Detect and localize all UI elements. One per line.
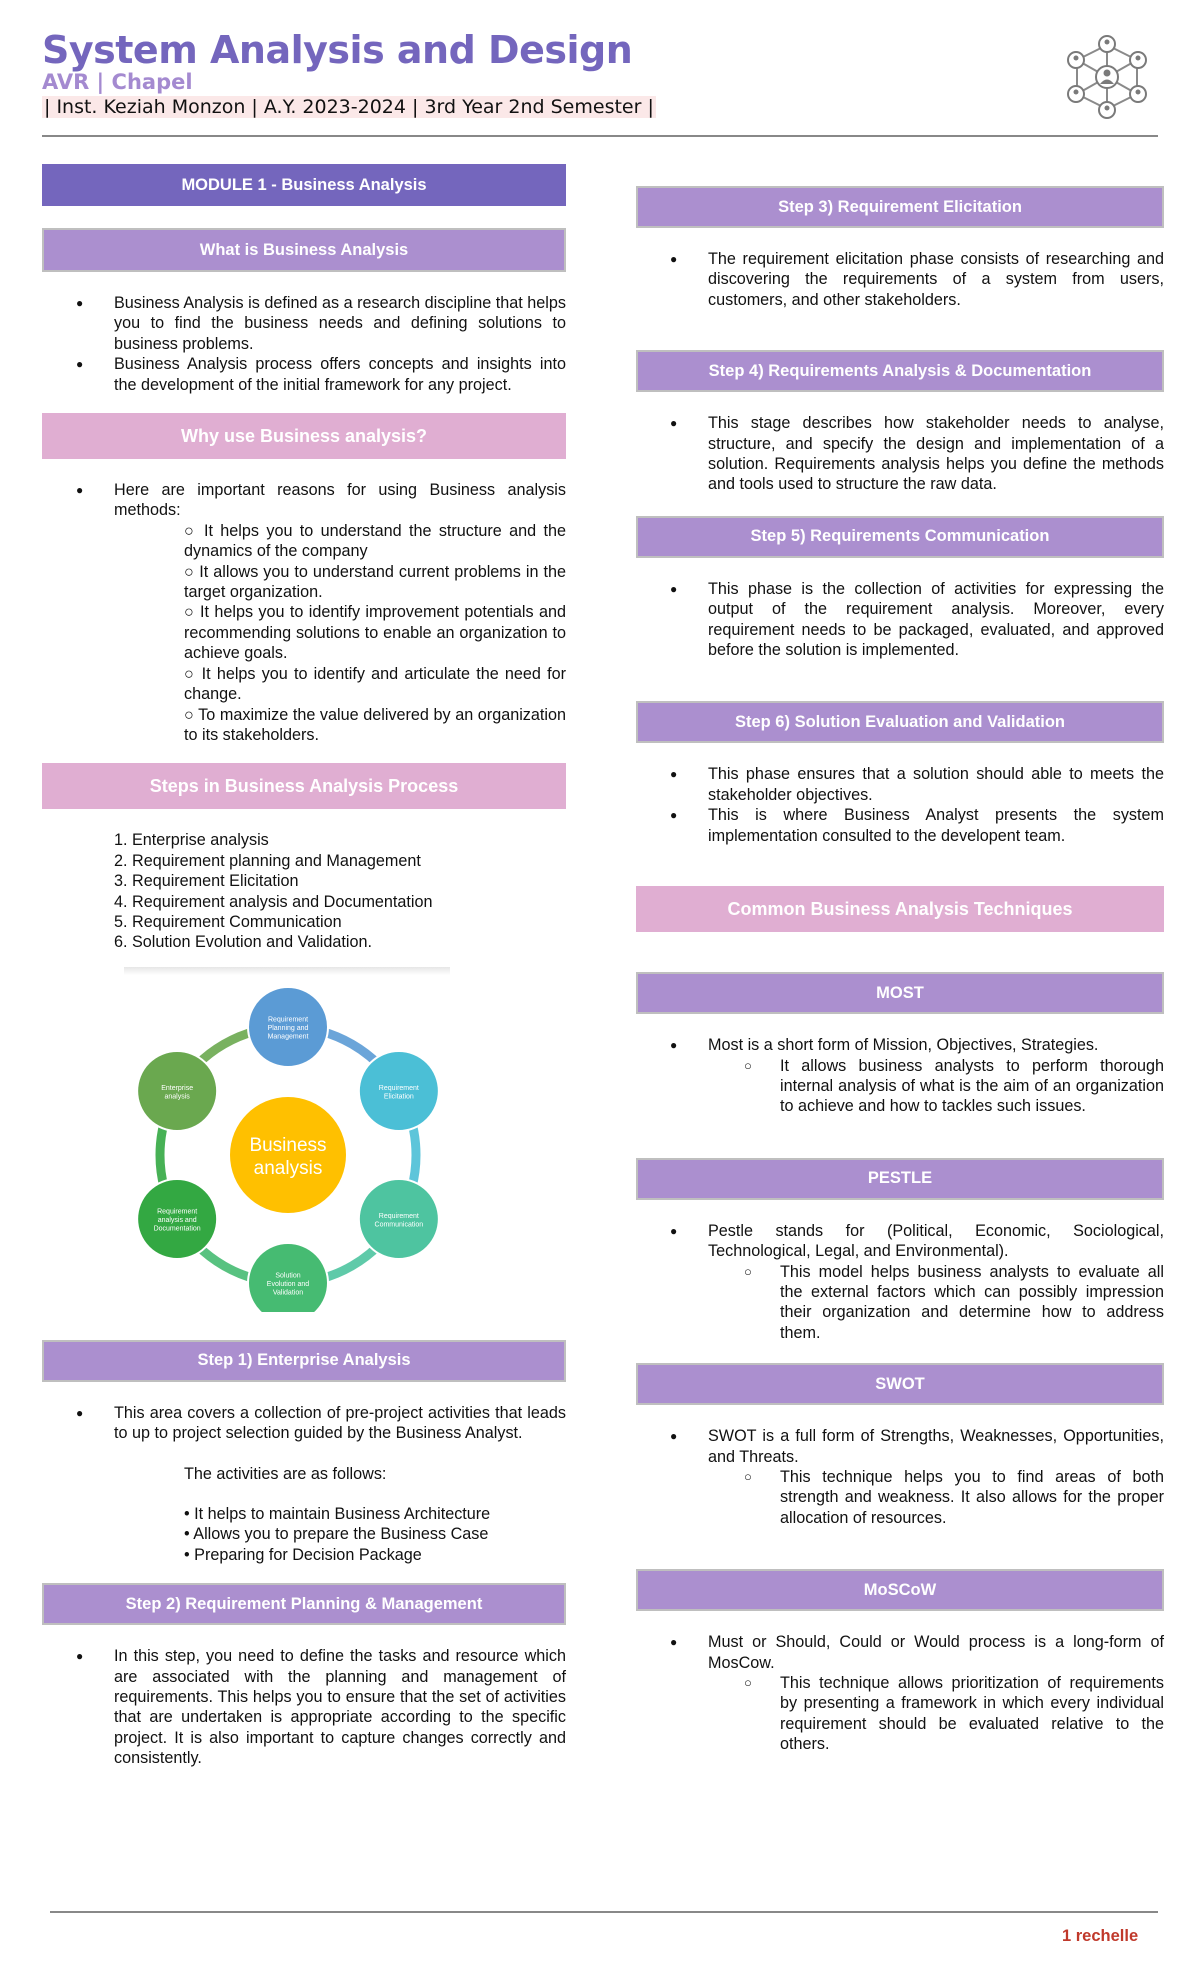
cycle-node-label: Requirement <box>267 1016 309 1024</box>
moscow-bullet: ● Must or Should, Could or Would process is a long-form of MosCow. <box>636 1632 1164 1673</box>
step-item-4: 4. Requirement analysis and Documentation <box>114 892 433 911</box>
cycle-node-label: Solution <box>275 1272 301 1280</box>
step3-list <box>636 249 1164 310</box>
module-heading: MODULE 1 - Business Analysis <box>42 164 566 206</box>
cycle-node-label: Documentation <box>153 1225 201 1233</box>
step1-heading: Step 1) Enterprise Analysis <box>42 1340 566 1382</box>
pestle-list <box>636 1221 1164 1262</box>
step-item-2: 2. Requirement planning and Management <box>114 851 421 870</box>
what-bullet-1: ● Business Analysis is defined as a research discipline that helps you to find the business needs and defining solutions to business problems. <box>42 293 566 354</box>
swot-sub: ○ This technique helps you to find areas of both strength and weakness. It also allows for the proper allocation of resources. <box>708 1467 1164 1528</box>
step6-bullet-2: ● This is where Business Analyst presents the system implementation consulted to the developent team. <box>636 805 1164 846</box>
moscow-sublist <box>636 1673 1164 1755</box>
step6-bullet-1: ● This phase ensures that a solution should able to meets the stakeholder objectives. <box>636 764 1164 805</box>
why-reason-2: ○ It allows you to understand current problems in the target organization. <box>184 562 566 602</box>
cycle-node-label: Planning and <box>267 1024 309 1032</box>
cycle-node-label: Evolution and <box>266 1280 310 1288</box>
step2-heading: Step 2) Requirement Planning & Management <box>42 1583 566 1625</box>
step-item-5: 5. Requirement Communication <box>114 912 342 931</box>
activity-2: • Allows you to prepare the Business Case <box>184 1525 489 1544</box>
swot-bullet: ● SWOT is a full form of Strengths, Weaknesses, Opportunities, and Threats. <box>636 1426 1164 1467</box>
step4-bullet: ● This stage describes how stakeholder needs to analyse, structure, and specify the design and implementation of a solution. Requirements analysis helps you define the methods and tools used to structure the raw data. <box>636 413 1164 495</box>
why-reason-3: ○ It helps you to identify improvement potentials and recommending solutions to enable an organization to achieve goals. <box>184 603 566 663</box>
why-reason-1: ○ It helps you to understand the structure and the dynamics of the company <box>184 521 566 561</box>
what-bullet-2: ● Business Analysis process offers concepts and insights into the development of the initial framework for any project. <box>42 354 566 395</box>
cycle-node-label: Requirement <box>378 1212 419 1220</box>
network-users-icon <box>1062 32 1152 122</box>
cycle-node-label: Enterprise <box>161 1084 194 1092</box>
cycle-node-label: Validation <box>272 1289 304 1297</box>
cycle-svg <box>124 967 464 1312</box>
step5-list <box>636 579 1164 661</box>
cycle-node-label: Management <box>267 1033 309 1041</box>
cycle-node-label: analysis and <box>157 1216 197 1224</box>
cycle-node-label: Requirement <box>378 1084 419 1092</box>
cycle-node-label: Communication <box>374 1221 424 1228</box>
step-item-1: 1. Enterprise analysis <box>114 831 269 850</box>
right-column <box>636 186 1164 1755</box>
techniques-heading: Common Business Analysis Techniques <box>636 886 1164 932</box>
step-item-3: 3. Requirement Elicitation <box>114 872 299 891</box>
why-list <box>42 480 566 521</box>
most-sub: ○ It allows business analysts to perform thorough internal analysis of what is the aim of an organization to achieve and how to tackles such issues. <box>708 1056 1164 1117</box>
pestle-sublist <box>636 1262 1164 1344</box>
activity-3: • Preparing for Decision Package <box>184 1545 422 1564</box>
step3-bullet: ● The requirement elicitation phase consists of researching and discovering the requirements of a system from users, customers, and other stakeholders. <box>636 249 1164 310</box>
header-divider <box>42 135 1158 137</box>
step6-heading: Step 6) Solution Evaluation and Validation <box>636 701 1164 743</box>
step4-heading: Step 4) Requirements Analysis & Documentation <box>636 350 1164 392</box>
swot-heading: SWOT <box>636 1363 1164 1405</box>
step2-list <box>42 1646 566 1768</box>
page-subtitle: AVR | Chapel <box>42 70 193 94</box>
why-heading: Why use Business analysis? <box>42 413 566 459</box>
footer-divider <box>50 1911 1158 1913</box>
swot-list <box>636 1426 1164 1467</box>
step-item-6: 6. Solution Evolution and Validation. <box>114 933 372 952</box>
cycle-node-label: analysis <box>164 1093 190 1100</box>
activity-1: • It helps to maintain Business Architecture <box>184 1504 491 1523</box>
steps-heading: Steps in Business Analysis Process <box>42 763 566 809</box>
step4-list <box>636 413 1164 495</box>
pestle-bullet: ● Pestle stands for (Political, Economic, Sociological, Technological, Legal, and Environmental). <box>636 1221 1164 1262</box>
most-heading: MOST <box>636 972 1164 1014</box>
activities-label: The activities are as follows: <box>184 1464 387 1483</box>
most-list <box>636 1035 1164 1055</box>
moscow-sub: ○ This technique allows prioritization of requirements by presenting a framework in which every individual requirement should be evaluated relative to the others. <box>708 1673 1164 1755</box>
business-analysis-cycle-diagram <box>124 967 464 1312</box>
why-reasons <box>42 521 566 745</box>
cycle-node-label: Requirement <box>157 1208 198 1216</box>
most-bullet: ● Most is a short form of Mission, Objectives, Strategies. <box>636 1035 1164 1055</box>
step1-activities <box>42 1464 566 1566</box>
cycle-node-label: Elicitation <box>383 1093 414 1100</box>
moscow-list <box>636 1632 1164 1673</box>
most-sublist <box>636 1056 1164 1117</box>
page-number: 1 rechelle <box>1062 1927 1139 1945</box>
step2-bullet: ● In this step, you need to define the tasks and resource which are associated with the planning and management of requirements. This helps you to ensure that the set of activities that are undertaken is appropriate according to the specific project. It is also important to capture changes correctly and consistently. <box>42 1646 566 1768</box>
step1-list <box>42 1403 566 1444</box>
steps-list <box>42 830 566 952</box>
what-list <box>42 293 566 395</box>
page-title: System Analysis and Design <box>42 28 633 72</box>
why-reason-5: ○ To maximize the value delivered by an organization to its stakeholders. <box>184 705 566 744</box>
what-heading: What is Business Analysis <box>42 228 566 272</box>
step5-heading: Step 5) Requirements Communication <box>636 516 1164 558</box>
step5-bullet: ● This phase is the collection of activities for expressing the output of the requirement analysis. Moreover, every requirement needs to be packaged, evaluated, and approved before the solution is implemented. <box>636 579 1164 661</box>
left-column <box>42 164 566 1769</box>
step3-heading: Step 3) Requirement Elicitation <box>636 186 1164 228</box>
why-intro: ● Here are important reasons for using Business analysis methods: <box>42 480 566 521</box>
pestle-sub: ○ This model helps business analysts to evaluate all the external factors which can possibly impression their organization and determine how to address them. <box>708 1262 1164 1344</box>
moscow-heading: MoSCoW <box>636 1569 1164 1611</box>
course-meta: | Inst. Keziah Monzon | A.Y. 2023-2024 | 3rd Year 2nd Semester | <box>44 96 654 118</box>
pestle-heading: PESTLE <box>636 1158 1164 1200</box>
cycle-center-label: analysis <box>253 1157 323 1179</box>
swot-sublist <box>636 1467 1164 1528</box>
step6-list <box>636 764 1164 846</box>
step1-bullet: ● This area covers a collection of pre-project activities that leads to up to project selection guided by the Business Analyst. <box>42 1403 566 1444</box>
why-reason-4: ○ It helps you to identify and articulate the need for change. <box>184 664 566 704</box>
cycle-center-label: Business <box>249 1134 327 1156</box>
